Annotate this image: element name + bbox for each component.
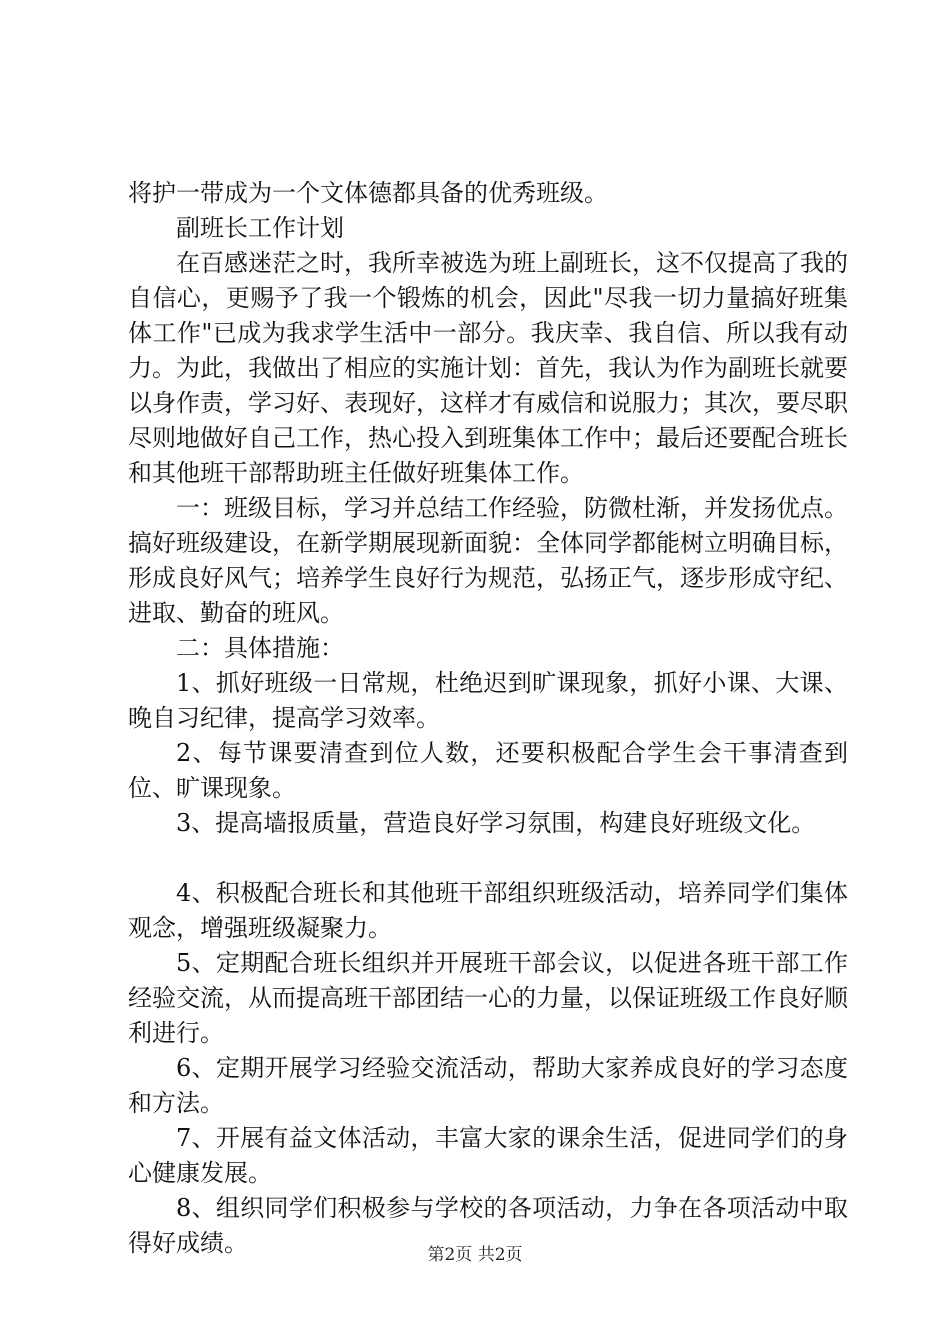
list-item-7: 7、开展有益文体活动，丰富大家的课余生活，促进同学们的身心健康发展。	[128, 1124, 848, 1187]
list-item-3: 3、提高墙报质量，营造良好学习氛围，构建良好班级文化。	[176, 809, 816, 837]
list-item-5: 5、定期配合班长组织并开展班干部会议，以促进各班干部工作经验交流，从而提高班干部团结一心的力量，以保证班级工作良好顺利进行。	[128, 949, 848, 1047]
blank-line	[128, 841, 848, 876]
page-footer: 第2页 共2页	[427, 1245, 523, 1265]
paragraph-intro: 在百感迷茫之时，我所幸被选为班上副班长，这不仅提高了我的自信心，更赐予了我一个锻炼的机会，因此"尽我一切力量搞好班集体工作"已成为我求学生活中一部分。我庆幸、我自信、所以我有动力。为此，我做出了相应的实施计划：首先，我认为作为副班长就要以身作责，学习好、表现好，这样才有威信和说服力；其次，要尽职尽则地做好自己工作，热心投入到班集体工作中；最后还要配合班长和其他班干部帮助班主任做好班集体工作。	[128, 249, 848, 487]
list-item-4: 4、积极配合班长和其他班干部组织班级活动，培养同学们集体观念，增强班级凝聚力。	[128, 879, 848, 942]
list-item-2: 2、每节课要清查到位人数，还要积极配合学生会干事清查到位、旷课现象。	[128, 739, 848, 802]
list-item-1: 1、抓好班级一日常规，杜绝迟到旷课现象，抓好小课、大课、晚自习纪律，提高学习效率。	[128, 669, 848, 732]
list-item-8: 8、组织同学们积极参与学校的各项活动，力争在各项活动中取得好成绩。	[128, 1194, 848, 1257]
document-body	[128, 176, 848, 1261]
paragraph-measures-heading: 二：具体措施：	[176, 634, 344, 662]
list-item-6: 6、定期开展学习经验交流活动，帮助大家养成良好的学习态度和方法。	[128, 1054, 848, 1117]
paragraph-goal: 一：班级目标，学习并总结工作经验，防微杜渐，并发扬优点。搞好班级建设，在新学期展现新面貌：全体同学都能树立明确目标，形成良好风气；培养学生良好行为规范，弘扬正气，逐步形成守纪、进取、勤奋的班风。	[128, 494, 848, 627]
paragraph-continuation: 将护一带成为一个文体德都具备的优秀班级。	[128, 179, 608, 207]
section-title: 副班长工作计划	[176, 214, 344, 242]
